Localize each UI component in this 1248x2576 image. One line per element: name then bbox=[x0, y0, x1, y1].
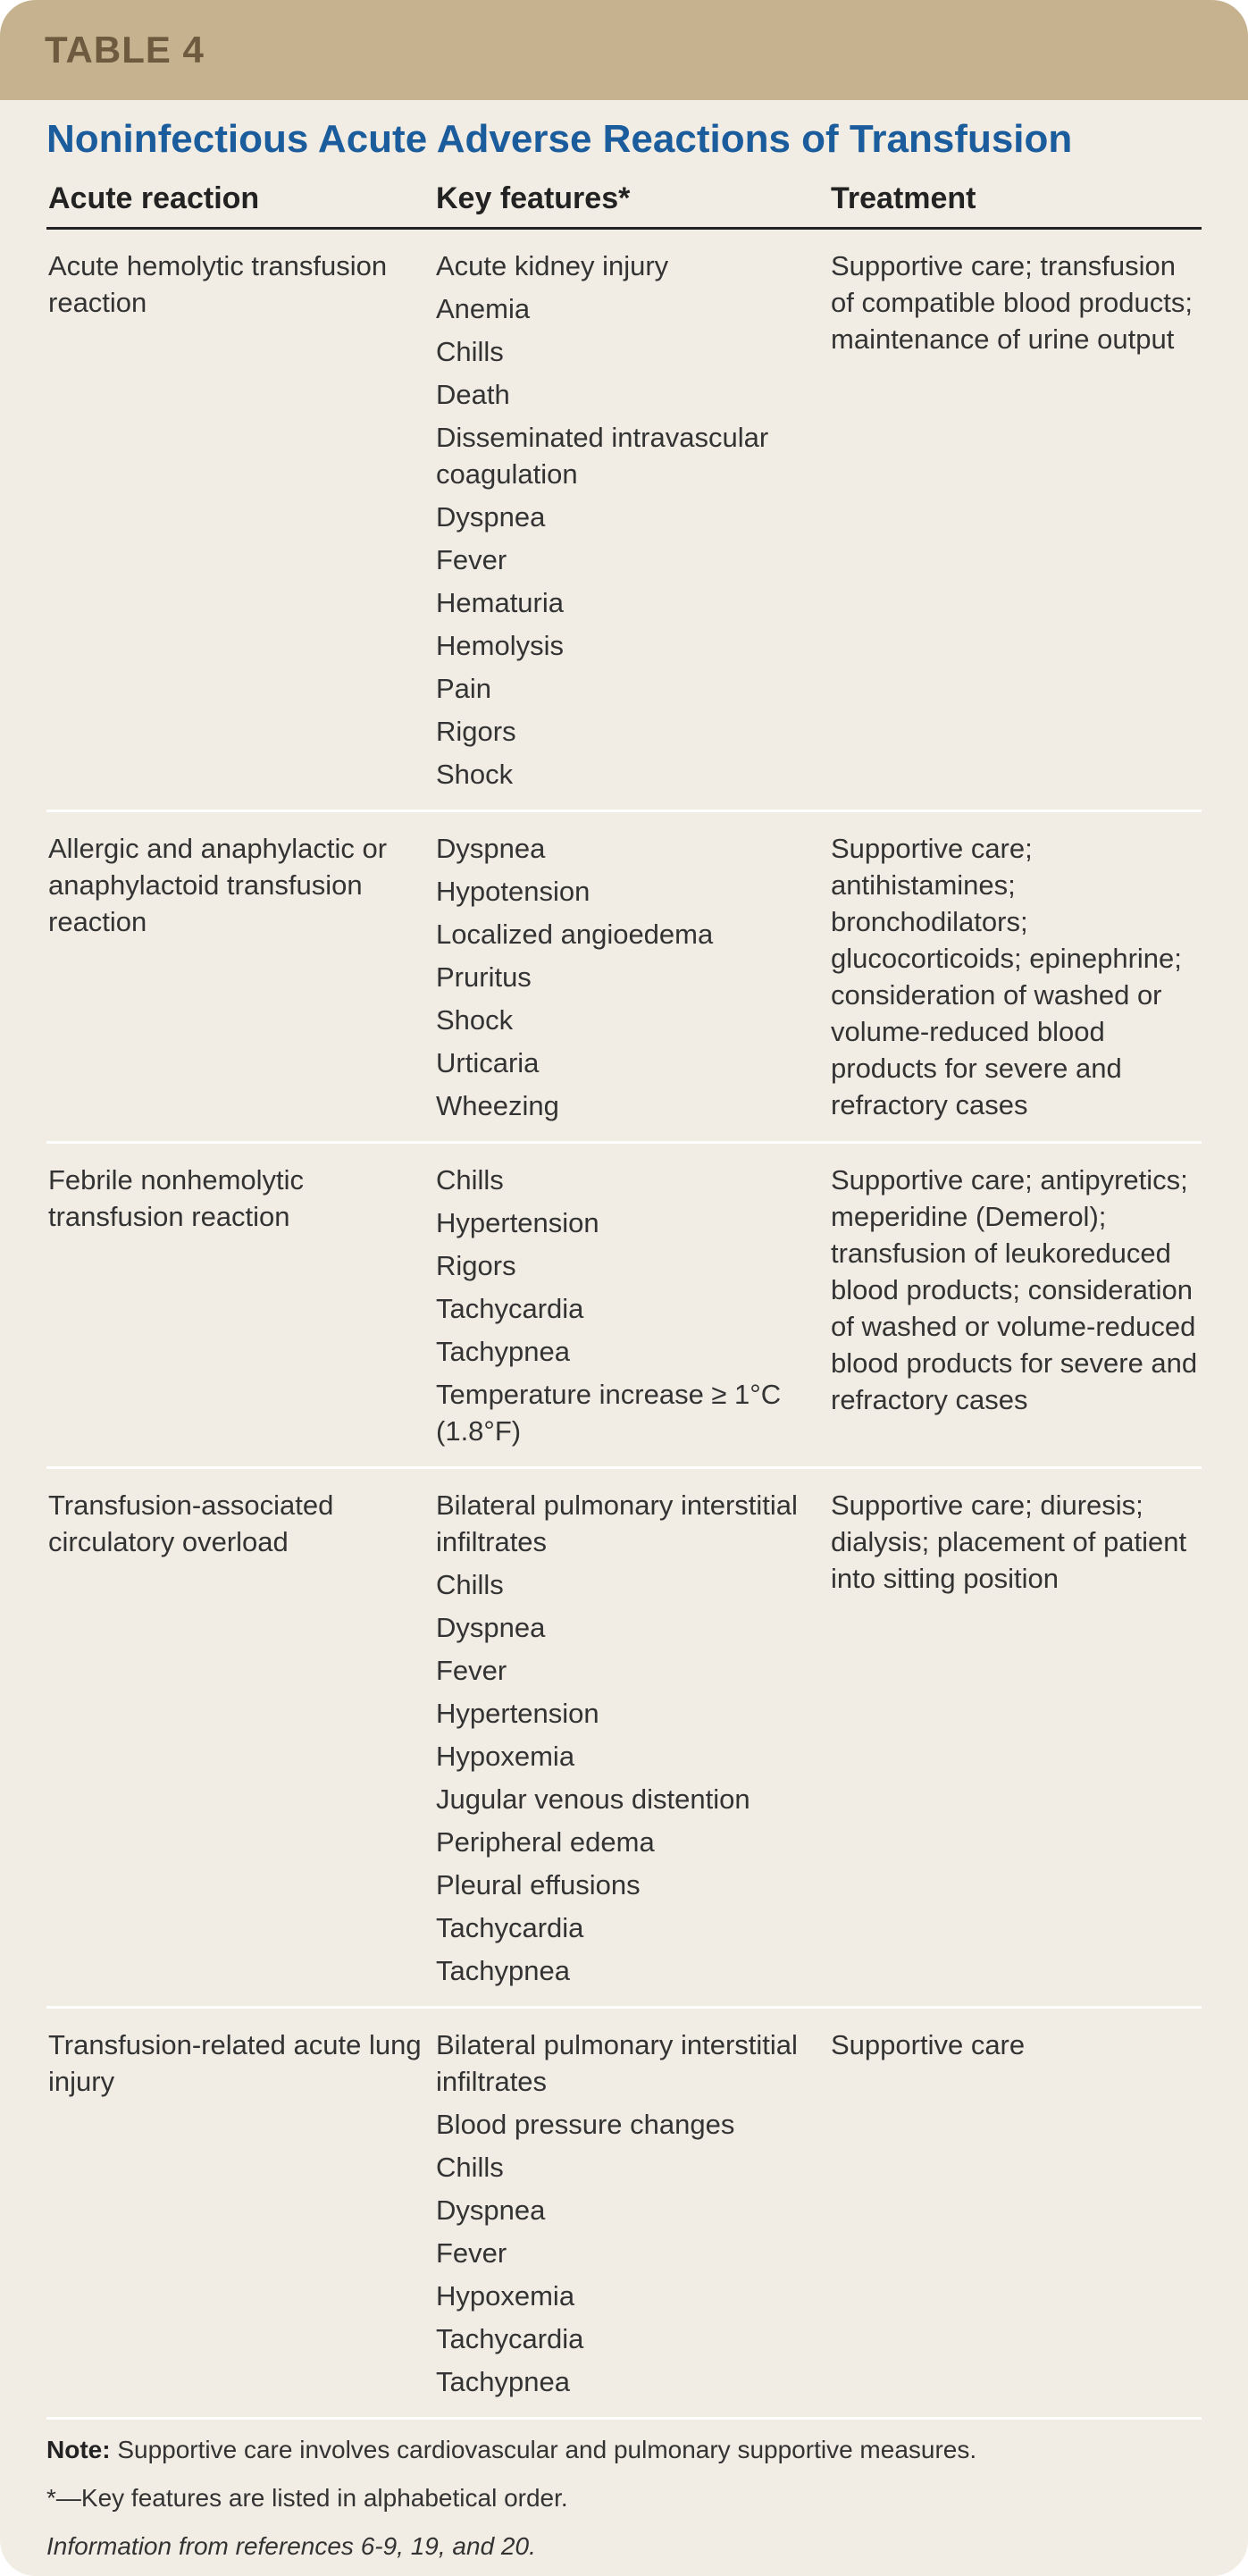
table-header-row bbox=[46, 181, 1202, 230]
feature-item: Localized angioedema bbox=[436, 918, 714, 950]
feature-item: Acute kidney injury bbox=[436, 249, 669, 281]
treatment-cell: Supportive care; transfusion of compatible blood products; maintenance of urine output bbox=[831, 249, 1193, 355]
feature-item: Chills bbox=[436, 1163, 504, 1196]
feature-item: Dyspnea bbox=[436, 1611, 546, 1643]
feature-item: Pain bbox=[436, 672, 492, 704]
feature-item: Hypoxemia bbox=[436, 2279, 575, 2312]
feature-item: Pruritus bbox=[436, 961, 532, 993]
table-content bbox=[0, 116, 1248, 2563]
feature-item: Fever bbox=[436, 543, 507, 575]
feature-item: Peripheral edema bbox=[436, 1825, 655, 1858]
features-cell bbox=[434, 2026, 829, 2406]
table-row bbox=[46, 230, 1202, 812]
table-row bbox=[46, 1144, 1202, 1469]
note bbox=[46, 2434, 1202, 2466]
source-citation: Information from references 6-9, 19, and 20. bbox=[46, 2531, 536, 2560]
feature-item: Tachypnea bbox=[436, 1954, 570, 1986]
feature-item: Bilateral pulmonary interstitial infiltrates bbox=[436, 1489, 798, 1557]
header-reaction: Acute reaction bbox=[48, 180, 260, 215]
treatment-cell: Supportive care; diuresis; dialysis; placement of patient into sitting position bbox=[831, 1489, 1187, 1594]
feature-item: Chills bbox=[436, 1568, 504, 1600]
feature-item: Rigors bbox=[436, 1249, 516, 1281]
feature-item: Disseminated intravascular coagulation bbox=[436, 421, 769, 490]
feature-item: Dyspnea bbox=[436, 500, 546, 533]
note-label: Note: bbox=[46, 2435, 111, 2463]
reaction-cell: Transfusion-associated circulatory overload bbox=[48, 1489, 334, 1557]
table-label: TABLE 4 bbox=[45, 29, 205, 71]
feature-item: Chills bbox=[436, 335, 504, 367]
treatment-cell: Supportive care; antihistamines; bronchodilators; glucocorticoids; epinephrine; consideration of washed or volume-reduced blood products for severe and refractory cases bbox=[831, 832, 1182, 1120]
feature-item: Shock bbox=[436, 1003, 514, 1036]
features-cell bbox=[434, 1487, 829, 1995]
feature-item: Anemia bbox=[436, 292, 531, 324]
table-title: Noninfectious Acute Adverse Reactions of Transfusion bbox=[46, 117, 1073, 161]
header-features: Key features* bbox=[436, 180, 631, 215]
features-cell bbox=[434, 248, 829, 799]
reaction-cell: Febrile nonhemolytic transfusion reaction bbox=[48, 1163, 305, 1232]
footnote: *—Key features are listed in alphabetical order. bbox=[46, 2483, 568, 2512]
feature-item: Blood pressure changes bbox=[436, 2108, 735, 2140]
table-row bbox=[46, 812, 1202, 1144]
feature-item: Dyspnea bbox=[436, 2194, 546, 2226]
feature-item: Fever bbox=[436, 1654, 507, 1686]
feature-item: Chills bbox=[436, 2151, 504, 2183]
feature-item: Wheezing bbox=[436, 1089, 559, 1121]
reaction-cell: Allergic and anaphylactic or anaphylactoid transfusion reaction bbox=[48, 832, 388, 937]
header-treatment: Treatment bbox=[831, 180, 976, 215]
feature-item: Temperature increase ≥ 1°C (1.8°F) bbox=[436, 1378, 782, 1447]
table-body bbox=[46, 230, 1202, 2420]
feature-item: Hypoxemia bbox=[436, 1740, 575, 1772]
feature-item: Jugular venous distention bbox=[436, 1783, 750, 1815]
table-row bbox=[46, 1469, 1202, 2009]
feature-item: Tachypnea bbox=[436, 2365, 570, 2397]
treatment-cell: Supportive care bbox=[831, 2028, 1026, 2060]
feature-item: Tachycardia bbox=[436, 1292, 584, 1324]
treatment-cell: Supportive care; antipyretics; meperidine (Demerol); transfusion of leukoreduced blood products; consideration of washed or volume-reduced blood products for severe and refractory cases bbox=[831, 1163, 1198, 1415]
feature-item: Dyspnea bbox=[436, 832, 546, 864]
feature-item: Death bbox=[436, 378, 510, 410]
table-notes bbox=[46, 2420, 1202, 2563]
feature-item: Hypotension bbox=[436, 875, 590, 907]
feature-item: Tachycardia bbox=[436, 2322, 584, 2354]
feature-item: Hematuria bbox=[436, 586, 564, 618]
feature-item: Rigors bbox=[436, 715, 516, 747]
feature-item: Shock bbox=[436, 758, 514, 790]
feature-item: Hypertension bbox=[436, 1697, 599, 1729]
table-label-bar bbox=[0, 0, 1248, 100]
feature-item: Bilateral pulmonary interstitial infiltrates bbox=[436, 2028, 798, 2097]
features-cell bbox=[434, 1162, 829, 1456]
feature-item: Tachycardia bbox=[436, 1911, 584, 1943]
table-row bbox=[46, 2009, 1202, 2420]
feature-item: Tachypnea bbox=[436, 1335, 570, 1367]
feature-item: Hypertension bbox=[436, 1206, 599, 1238]
reaction-cell: Acute hemolytic transfusion reaction bbox=[48, 249, 388, 318]
features-cell bbox=[434, 830, 829, 1130]
feature-item: Hemolysis bbox=[436, 629, 564, 661]
feature-item: Urticaria bbox=[436, 1046, 540, 1078]
reaction-cell: Transfusion-related acute lung injury bbox=[48, 2028, 422, 2097]
note-text: Supportive care involves cardiovascular and pulmonary supportive measures. bbox=[117, 2435, 977, 2463]
feature-item: Pleural effusions bbox=[436, 1868, 641, 1901]
feature-item: Fever bbox=[436, 2236, 507, 2269]
